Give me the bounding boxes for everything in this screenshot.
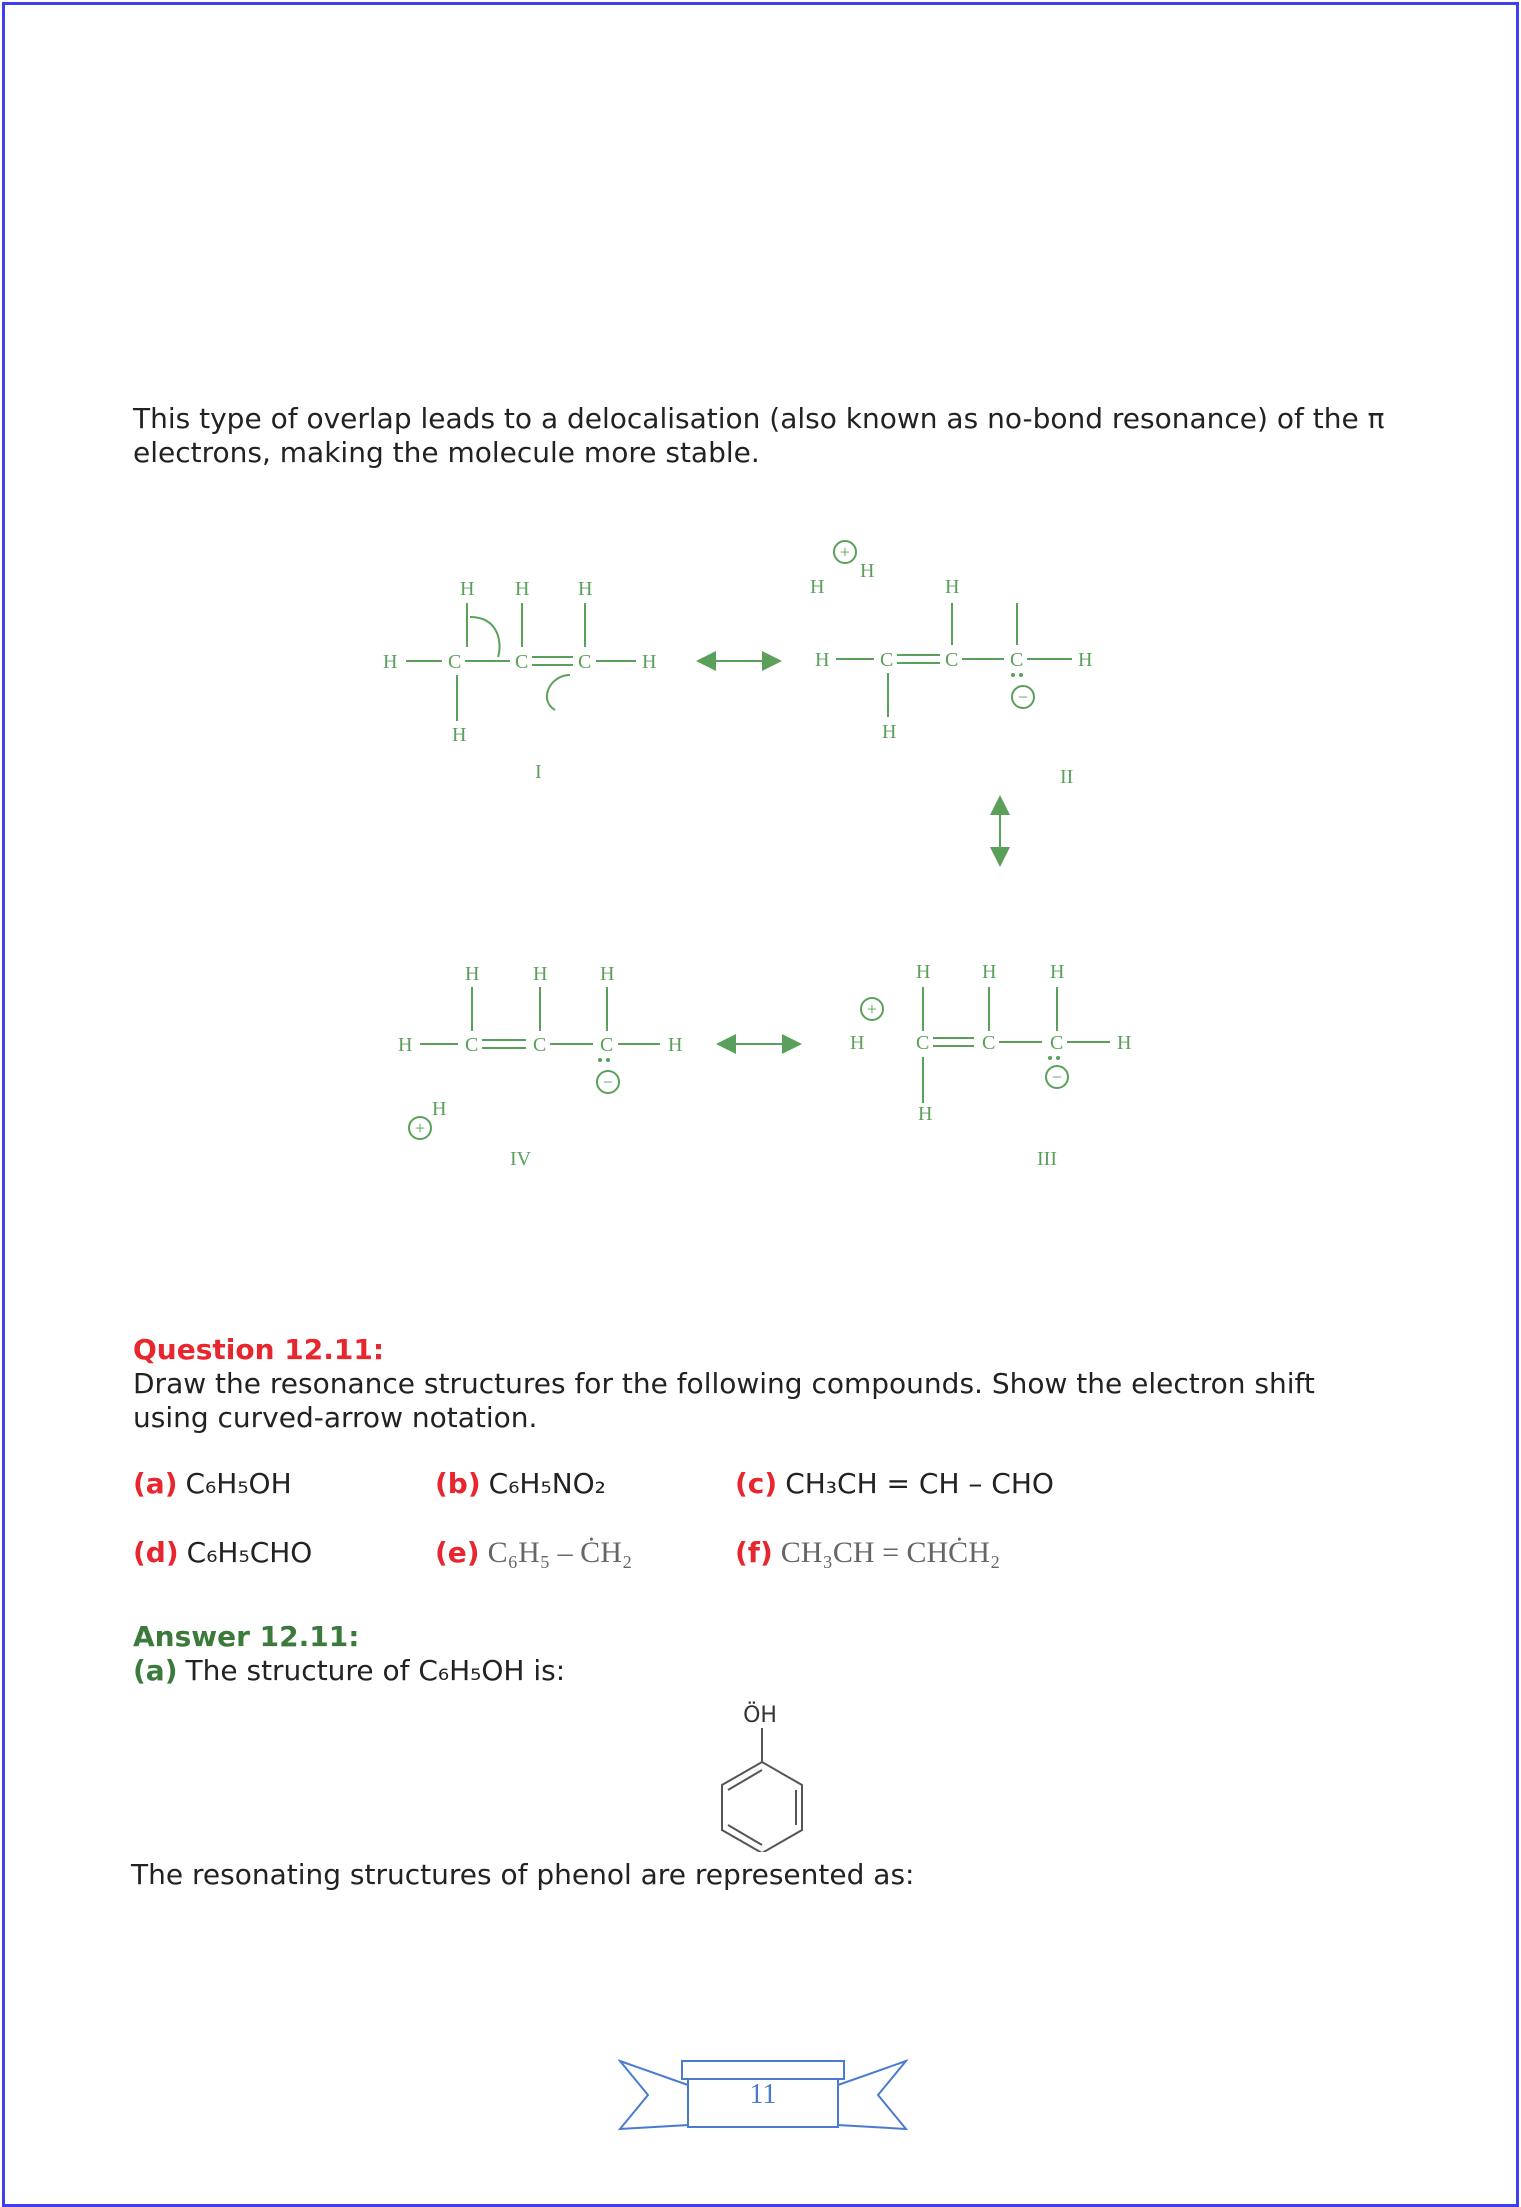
svg-text:H: H — [452, 724, 467, 746]
svg-text:−: − — [602, 1072, 614, 1092]
svg-text:H: H — [642, 651, 657, 673]
svg-text:H: H — [1078, 649, 1093, 671]
svg-text:H: H — [432, 1098, 447, 1120]
option-a: (a) C₆H₅OH — [133, 1467, 292, 1500]
svg-text:C: C — [533, 1034, 547, 1056]
svg-text:H: H — [465, 963, 480, 985]
svg-text:C: C — [1010, 649, 1024, 671]
structure-label-i: I — [535, 761, 542, 783]
option-f: (f) CH₃CH = CHĊH₂ — [735, 1536, 1001, 1569]
page-number-banner — [618, 2055, 908, 2135]
svg-text:C: C — [448, 651, 462, 673]
option-b: (b) C₆H₅NO₂ — [435, 1467, 606, 1500]
svg-text:C: C — [600, 1034, 614, 1056]
svg-text:H: H — [1117, 1032, 1132, 1054]
svg-text:H: H — [815, 649, 830, 671]
svg-text:−: − — [1017, 687, 1029, 707]
resonating-text: The resonating structures of phenol are represented as: — [131, 1858, 915, 1891]
svg-text:H: H — [533, 963, 548, 985]
resonance-diagram — [370, 525, 1170, 1185]
structure-label-iii: III — [1037, 1148, 1057, 1170]
structure-label-iv: IV — [510, 1148, 532, 1170]
svg-text:H: H — [383, 651, 398, 673]
svg-text:C: C — [465, 1034, 479, 1056]
svg-text:C: C — [578, 651, 592, 673]
svg-text:H: H — [850, 1032, 865, 1054]
answer-part-a: (a) The structure of C₆H₅OH is: — [133, 1654, 566, 1687]
svg-text:H: H — [982, 961, 997, 983]
svg-text:C: C — [916, 1032, 930, 1054]
page-number: 11 — [749, 2079, 777, 2110]
svg-text:H: H — [515, 578, 530, 600]
intro-paragraph: This type of overlap leads to a delocalisation (also known as no-bond resonance) of the π electrons, making the molecule more stable. — [133, 402, 1385, 469]
svg-text:H: H — [668, 1034, 683, 1056]
structure-label-ii: II — [1060, 766, 1074, 788]
svg-text:H: H — [578, 578, 593, 600]
question-text: Draw the resonance structures for the following compounds. Show the electron shift using curved-arrow notation. — [133, 1367, 1315, 1434]
svg-text:H: H — [460, 578, 475, 600]
svg-text:H: H — [398, 1034, 413, 1056]
svg-text:+: + — [414, 1118, 426, 1138]
option-e: (e) C₆H₅ – ĊH₂ — [435, 1536, 633, 1569]
question-title: Question 12.11: — [133, 1333, 385, 1366]
svg-text:C: C — [515, 651, 529, 673]
svg-text:H: H — [918, 1103, 933, 1125]
svg-text:C: C — [1050, 1032, 1064, 1054]
svg-text:+: + — [866, 999, 878, 1019]
svg-text:C: C — [880, 649, 894, 671]
svg-text:H: H — [810, 576, 825, 598]
option-c: (c) CH₃CH = CH – CHO — [735, 1467, 1054, 1500]
svg-text:H: H — [945, 576, 960, 598]
svg-text:−: − — [1051, 1067, 1063, 1087]
svg-text:C: C — [982, 1032, 996, 1054]
svg-text:ÖH: ÖH — [743, 1703, 777, 1728]
phenol-structure — [710, 1692, 810, 1856]
svg-text:H: H — [600, 963, 615, 985]
svg-text:H: H — [1050, 961, 1065, 983]
svg-text:H: H — [916, 961, 931, 983]
svg-text:H: H — [882, 721, 897, 743]
option-d: (d) C₆H₅CHO — [133, 1536, 313, 1569]
svg-text:H: H — [860, 560, 875, 582]
svg-text:C: C — [945, 649, 959, 671]
answer-title: Answer 12.11: — [133, 1620, 360, 1653]
svg-text:+: + — [839, 542, 851, 562]
